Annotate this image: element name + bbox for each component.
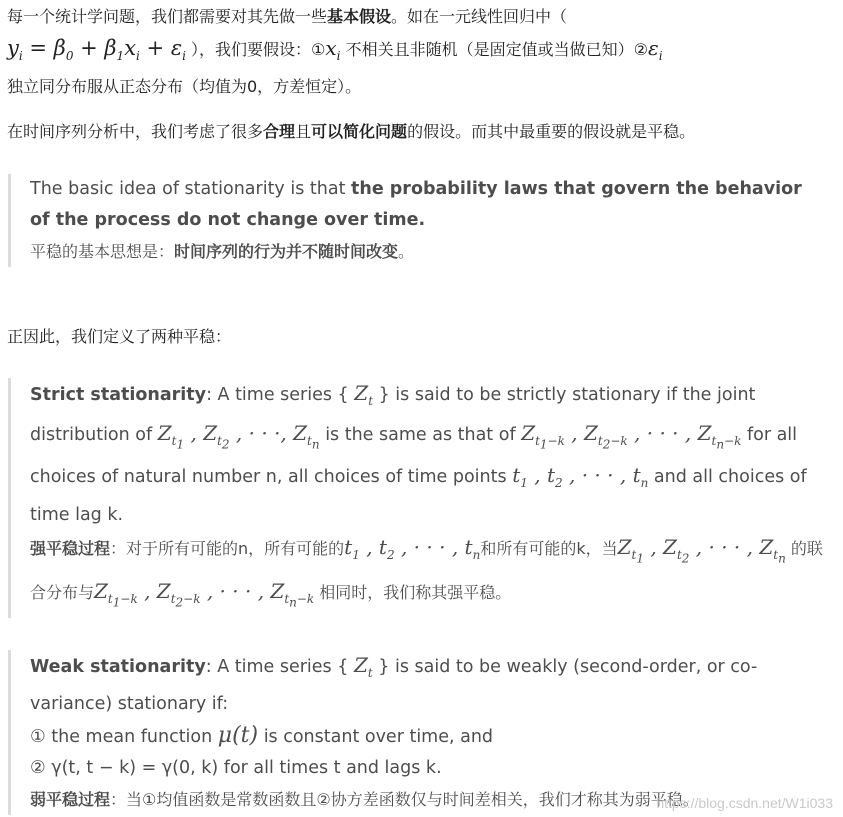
quote1-bold: the probability laws that govern the behavior of the process do not change over time. [30,179,802,230]
para2-bold-reasonable: 合理 [263,122,296,141]
quote1-zh-text-1: 平稳的基本思想是： [30,242,175,261]
stationarity-intro-paragraph [0,117,835,147]
weak-cond1-b: is constant over time, and [263,727,494,747]
weak-text-2: } is said to be weakly (second-order, or co-variance) stationary if: [30,657,758,714]
strict-title: Strict stationarity [30,385,207,405]
xi-symbol: $x_i$ [325,36,341,63]
para2-text-3: 的假设。而其中最重要的假设就是平稳。 [407,122,696,141]
para2-bold-simplify: 可以简化问题 [311,122,408,141]
epsilon-symbol: $\varepsilon_i$ [647,36,663,63]
basic-idea-quote [8,174,820,267]
intro-paragraph [0,2,835,102]
strict-zh-timepoints: $t_1$ , $t_2$ , · · · , $t_n$ [344,535,481,563]
intro-text-3: ），我们要假设：① [191,40,326,59]
regression-formula: $y_i = \beta_0 + \beta_1x_i + \varepsilon_i$ [7,36,186,64]
strict-seq1: $Z_{t_1}$ , $Z_{t_2}$ , · · ·, $Z_{t_n}$ [157,420,320,451]
weak-text-1: : A time series { [205,657,349,677]
para2-text-1: 在时间序列分析中，我们考虑了很多 [7,122,264,141]
strict-text-3: is the same as that of [325,424,516,445]
strict-zh-text-1: ：对于所有可能的n，所有可能的 [110,539,345,559]
intro-bold-basic-assumption: 基本假设 [327,7,392,26]
intro-text-1: 每一个统计学问题，我们都需要对其先做一些 [7,7,328,26]
para3-text: 正因此，我们定义了两种平稳： [7,327,232,346]
mean-function: μ(t) [217,723,259,748]
para2-text-2: 且 [295,122,312,141]
csdn-watermark: https://blog.csdn.net/W1i033 [656,795,833,811]
strict-seq2: $Z_{t_1-k}$ , $Z_{t_2-k}$ , · · · , $Z_{t_n-k}$ [521,420,742,451]
quote1-zh-text-2: 。 [398,242,415,261]
weak-zh-text: ：当①均值函数是常数函数且②协方差函数仅与时间差相关，我们才称其为弱平稳。 [110,790,699,809]
strict-zh-seq2: $Z_{t_1-k}$ , $Z_{t_2-k}$ , · · · , $Z_{t_n-k}$ [94,578,315,610]
strict-zh-seq1: $Z_{t_1}$ , $Z_{t_2}$ , · · · , $Z_{t_n}$ [617,535,786,566]
weak-cond1-a: ① the mean function [30,727,213,747]
strict-text-5: and all choices of time lag k. [30,467,807,525]
strict-zh-text-2: 和所有可能的k，当 [480,539,618,559]
quote1-zh-bold: 时间序列的行为并不随时间改变 [174,242,399,261]
weak-cond2: ② γ(t, t − k) = γ(0, k) for all times t and lags k. [30,758,442,778]
strict-zh-title: 强平稳过程 [30,539,111,559]
strict-stationarity-quote [8,378,825,618]
intro-text-2: 。如在一元线性回归中（ [391,7,568,26]
weak-title: Weak stationarity [30,657,206,677]
weak-zh-title: 弱平稳过程 [30,790,111,809]
weak-zt: $Z_t$ [353,653,373,680]
strict-text-1: : A time series { [206,385,349,405]
strict-zh-text-3: 的联合分布与 [30,539,823,602]
two-stationarity-paragraph [0,322,835,352]
weak-stationarity-quote [8,650,820,815]
intro-text-5: 独立同分布服从正态分布（均值为0，方差恒定）。 [7,77,362,97]
intro-text-4: 不相关且非随机（是固定值或当做已知）② [345,40,648,59]
strict-timepoints: $t_1$ , $t_2$ , · · · , $t_n$ [512,463,649,491]
strict-text-4: for all choices of natural number n, all choices of time points [30,424,798,488]
strict-zh-text-4: 相同时，我们称其强平稳。 [319,582,512,602]
quote1-text: The basic idea of stationarity is that [30,179,351,199]
strict-text-2: } is said to be strictly stationary if the joint distribution of [30,385,756,445]
strict-zt: $Z_t$ [354,381,374,408]
